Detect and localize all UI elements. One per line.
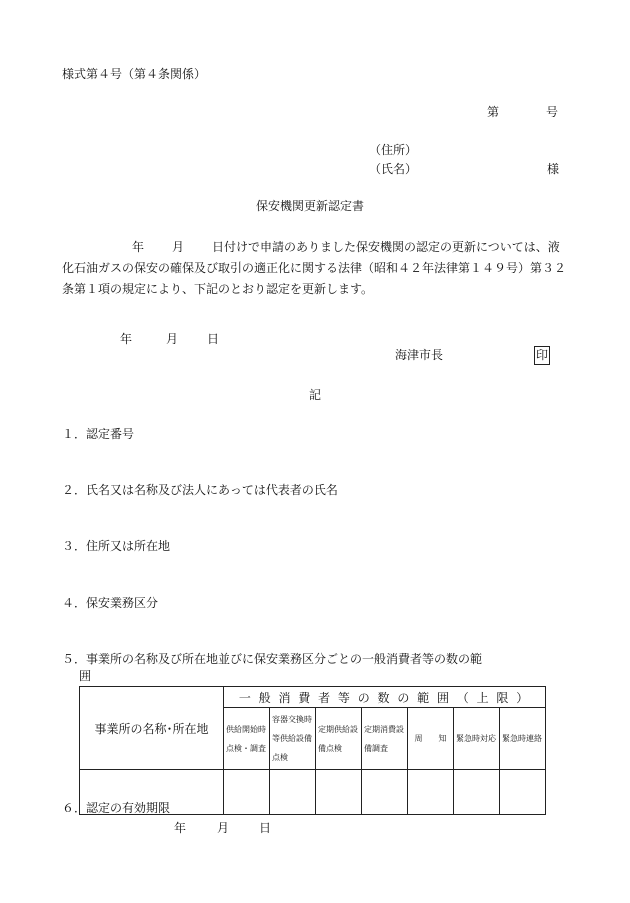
item-number: １． [62, 427, 87, 441]
item-2 [62, 482, 338, 498]
item-number: ６． [62, 801, 87, 815]
table-cell [316, 770, 362, 815]
item-5-continuation: 囲 [79, 669, 92, 683]
form-label: 様式第４号（第４条関係） [62, 67, 207, 81]
item-label: 認定の有効期限 [86, 801, 171, 815]
table-cell [224, 770, 270, 815]
recipient-address-label: （住所） [369, 143, 418, 157]
doc-number-dai: 第 [487, 105, 500, 119]
document-title: 保安機関更新認定書 [256, 199, 365, 213]
issuer-name: 海津市長 [395, 348, 444, 362]
office-name-address-header: 事業所の名称･所在地 [80, 687, 224, 770]
validity-month: 月 [217, 821, 230, 835]
table-cell [362, 770, 408, 815]
sub-header-supply-start-inspection: 供給開始時点検・調査 [224, 708, 270, 770]
table-cell [500, 770, 546, 815]
date-month: 月 [166, 332, 179, 346]
item-number: ４． [62, 596, 87, 610]
validity-year: 年 [174, 821, 187, 835]
item-label: 住所又は所在地 [86, 539, 171, 553]
seal-stamp: 印 [534, 346, 550, 365]
consumer-count-range-header: 一 般 消 費 者 等 の 数 の 範 囲 （ 上 限 ） [224, 687, 546, 708]
date-day: 日 [207, 332, 220, 346]
item-number: ５． [62, 652, 87, 666]
body-text: 日付けで申請のありました保安機関の認定の更新については、液化石油ガスの保安の確保及び取引の適正化に関する法律（昭和４２年法律第１４９号）第３２条第１項の規定により、下記のとおり認定を更新します。 [62, 240, 567, 296]
sub-header-container-exchange-inspection: 容器交換時等供給設備点検 [270, 708, 316, 770]
item-number: ３． [62, 539, 87, 553]
date-year: 年 [120, 332, 133, 346]
item-label: 保安業務区分 [86, 596, 159, 610]
doc-number-go: 号 [546, 105, 559, 119]
item-3 [62, 538, 170, 554]
item-4 [62, 595, 158, 611]
item-number: ２． [62, 483, 87, 497]
sub-header-periodic-supply-inspection: 定期供給設備点検 [316, 708, 362, 770]
item-label: 事業所の名称及び所在地並びに保安業務区分ごとの一般消費者等の数の範 [86, 652, 483, 666]
body-paragraph [62, 237, 570, 300]
recipient-sama: 様 [547, 162, 560, 176]
consumer-scope-table [79, 686, 546, 815]
recipient-name-label: （氏名） [369, 162, 418, 176]
item-6 [62, 800, 170, 816]
table-cell [408, 770, 454, 815]
sub-header-emergency-contact: 緊急時連絡 [500, 708, 546, 770]
sub-header-notification: 周 知 [408, 708, 454, 770]
item-5 [62, 651, 482, 667]
sub-header-periodic-consumption-survey: 定期消費設備調査 [362, 708, 408, 770]
item-label: 認定番号 [86, 427, 135, 441]
sub-header-emergency-response: 緊急時対応 [454, 708, 500, 770]
ki-heading: 記 [309, 388, 322, 402]
table-cell [270, 770, 316, 815]
validity-day: 日 [259, 821, 272, 835]
body-month: 月 [172, 240, 185, 254]
table-cell [454, 770, 500, 815]
item-1 [62, 426, 134, 442]
item-label: 氏名又は名称及び法人にあっては代表者の氏名 [86, 483, 338, 497]
body-year: 年 [132, 240, 145, 254]
